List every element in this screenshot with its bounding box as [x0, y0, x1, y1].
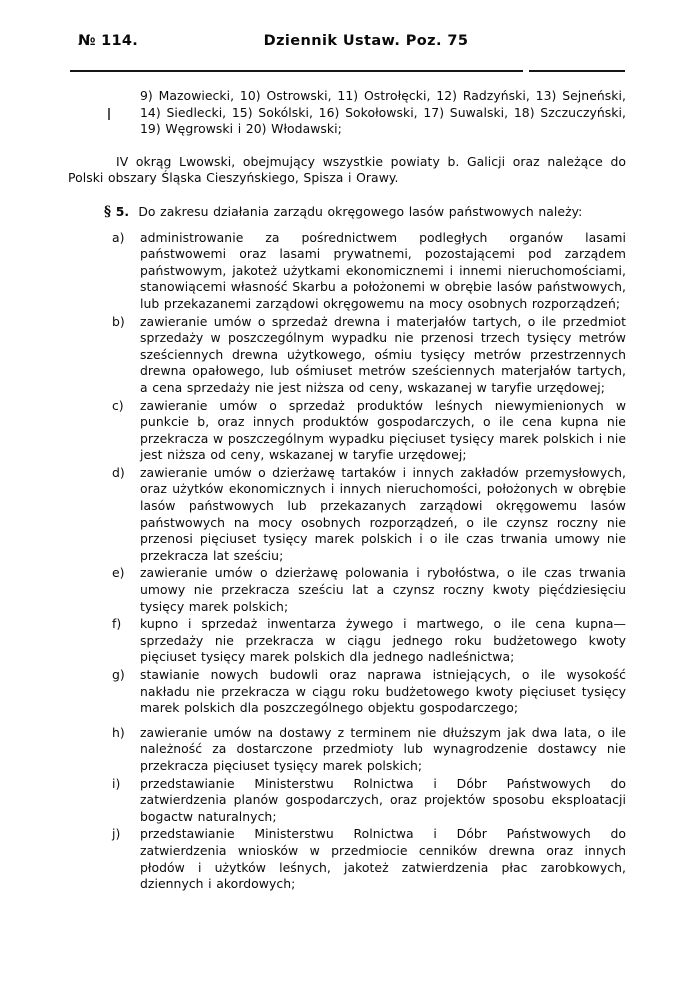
list-item: [68, 667, 626, 717]
list-item-text: zawieranie umów o sprzedaż drewna i materjałów tartych, o ile przedmiot sprzedaży w poszczególnym wypadku nie przenosi trzech tysięcy metrów sześciennych drewna użytkowego, ośmiu tysięcy metrów przestrzennych drewna opałowego, lub ośmiuset metrów sześciennych materjałów tartych, a cena sprzedaży nie jest niższa od ceny, wskazanej w taryfie urzędowej;: [140, 313, 626, 395]
list-item-marker: h): [112, 724, 125, 740]
list-item: [68, 465, 626, 565]
list-item: [68, 230, 626, 313]
list-item-text: administrowanie za pośrednictwem podległych organów lasami państwowemi oraz lasami prywatnemi, pozostającemi pod zarządem państwowym, jakoteż użytkami ekonomicznemi i innemi nieruchomościami, stanowiącemi własność Skarbu a położonemi w obrębie lasów państwowych, lub przekazanemi zarządowi okręgowemu na mocy osobnych rozporządzeń;: [140, 229, 626, 311]
list-item: [68, 314, 626, 397]
list-item-marker: g): [112, 667, 125, 682]
section-intro-text: Do zakresu działania zarządu okręgowego lasów państwowych należy:: [138, 203, 583, 219]
list-item: [68, 826, 626, 892]
list-item: [68, 776, 626, 826]
list-item-text: kupno i sprzedaż inwentarza żywego i martwego, o ile cena kupna—sprzedaży nie przekracza w ciągu jednego roku budżetowego kwoty pięciuset tysięcy marek polskich dla jednego nadleśnictwa;: [140, 616, 626, 665]
list-item-marker: e): [112, 565, 125, 581]
issue-number: № 114.: [78, 33, 139, 49]
list-item: [68, 725, 626, 775]
section-5-block: [68, 204, 626, 221]
list-item-marker: i): [112, 775, 121, 791]
section-symbol: §: [104, 203, 112, 220]
list-item-marker: c): [112, 397, 124, 413]
journal-title: Dziennik Ustaw. Poz. 75: [263, 33, 469, 49]
counties-paragraph: 9) Mazowiecki, 10) Ostrowski, 11) Ostrołęcki, 12) Radzyński, 13) Sejneński, 14) Siedlecki, 15) Sokólski, 16) Sokołowski, 17) Suwalski, 18) Szczuczyński, 19) Węgrowski i 20) Włodawski;: [140, 88, 626, 137]
lwow-district-block: [68, 154, 626, 187]
running-head: [70, 33, 626, 59]
section-number: 5.: [115, 203, 130, 219]
section-5-intro: [68, 204, 626, 221]
list-item-marker: j): [112, 826, 121, 842]
list-item-text: przedstawianie Ministerstwu Rolnictwa i Dóbr Państwowych do zatwierdzenia wniosków w przedmiocie cenników drewna oraz innych płodów i użytków leśnych, jakoteż zatwierdzenia płac zarobkowych, dziennych i akordowych;: [140, 826, 626, 892]
list-item-text: zawieranie umów o dzierżawę tartaków i innych zakładów przemysłowych, oraz użytków ekonomicznych i innych nieruchomości, położonych w obrębie lasów państwowych lub przekazanych zarządowi okręgowemu lasów państwowych na mocy osobnych rozporządzeń, o ile czynsz roczny nie przenosi pięciuset tysięcy marek polskich i o ile czas trwania umowy nie przekracza lat sześciu;: [140, 464, 626, 563]
list-item-marker: b): [112, 313, 125, 329]
lwow-paragraph: IV okrąg Lwowski, obejmujący wszystkie powiaty b. Galicji oraz należące do Polski obszary Śląska Cieszyńskiego, Spisza i Orawy.: [68, 153, 626, 186]
document-body: [68, 88, 626, 894]
list-item: [68, 616, 626, 666]
list-item-marker: a): [112, 229, 125, 245]
list-item-text: zawieranie umów na dostawy z terminem nie dłuższym jak dwa lata, o ile należność za dostarczone przedmioty lub wynagrodzenie dostawcy nie przekracza pięciuset tysięcy marek polskich;: [140, 724, 626, 773]
list-item-text: stawianie nowych budowli oraz naprawa istniejących, o ile wysokość nakładu nie przekracza w ciągu roku budżetowego kwoty pięciuset tysięcy marek polskich dla poszczególnego objektu gospodarczego;: [140, 667, 626, 716]
list-item-text: zawieranie umów o dzierżawę polowania i rybołóstwa, o ile czas trwania umowy nie przekracza sześciu lat a czynsz roczny kwoty pięćdziesięciu tysięcy marek polskich;: [140, 565, 626, 614]
list-item-text: zawieranie umów o sprzedaż produktów leśnych niewymienionych w punkcie b, oraz innych produktów gospodarczych, o ile cena kupna nie przekracza w poszczególnym wypadku pięciuset tysięcy marek polskich i nie jest niższa od ceny, wskazanej w taryfie urzędowej;: [140, 397, 626, 463]
provision-list: [68, 230, 626, 893]
list-item-marker: d): [112, 464, 125, 480]
list-item-marker: f): [112, 616, 122, 632]
list-item-text: przedstawianie Ministerstwu Rolnictwa i Dóbr Państwowych do zatwierdzenia planów gospodarczych, oraz projektów sposobu eksploatacji bogactw naturalnych;: [140, 775, 626, 824]
list-item: [68, 398, 626, 464]
list-item: [68, 565, 626, 615]
counties-block: [68, 88, 626, 138]
header-rule: [70, 70, 625, 72]
